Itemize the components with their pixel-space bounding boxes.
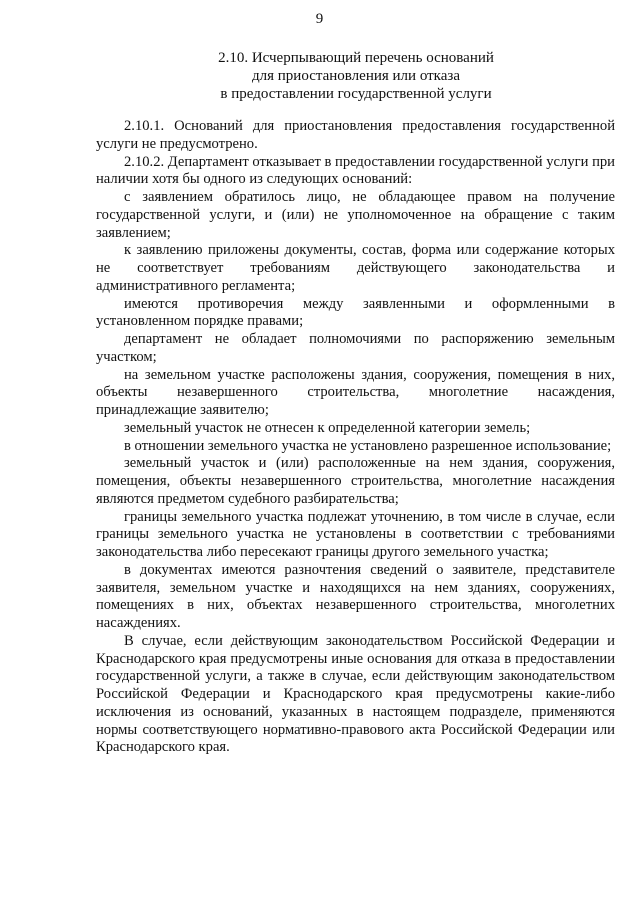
section-title-line: 2.10. Исчерпывающий перечень оснований	[218, 50, 494, 66]
list-item: в документах имеются разночтения сведений о заявителе, представителе заявителя, земельном участке и находящихся на нем зданиях, сооружениях, помещениях в них, объектах незавершенного строительства, многолетних насаждениях.	[96, 561, 615, 631]
list-item: имеются противоречия между заявленными и оформленными в установленном порядке правами;	[96, 295, 615, 330]
list-item: к заявлению приложены документы, состав, форма или содержание которых не соответствует требованиям действующего законодательства и административного регламента;	[96, 242, 615, 294]
section-title-line: для приостановления или отказа	[252, 68, 460, 84]
paragraph-2-10-1: 2.10.1. Оснований для приостановления предоставления государственной услуги не предусмотрено.	[96, 118, 615, 152]
list-item: департамент не обладает полномочиями по распоряжению земельным участком;	[96, 331, 615, 365]
page-number: 9	[315, 11, 324, 27]
list-item: на земельном участке расположены здания, сооружения, помещения в них, объекты незавершенного строительства, многолетние насаждения, принадлежащие заявителю;	[96, 366, 615, 418]
closing-paragraph: В случае, если действующим законодательством Российской Федерации и Краснодарского края предусмотрены иные основания для отказа в предоставлении государственной услуги, а также в случае, если действующим законодательством Российской Федерации и Краснодарского края предусмотрены какие-либо исключения из оснований, указанных в настоящем подразделе, применяются нормы соответствующего нормативно-правового акта Российской Федерации или Краснодарского края.	[96, 632, 615, 756]
list-item: земельный участок и (или) расположенные на нем здания, сооружения, помещения, объекты незавершенного строительства, многолетние насаждения являются предметом судебного разбирательства;	[96, 455, 615, 507]
list-item: с заявлением обратилось лицо, не обладающее правом на получение государственной услуги, и (или) не уполномоченное на обращение с таким заявлением;	[96, 189, 615, 241]
list-item: земельный участок не отнесен к определенной категории земель;	[124, 419, 531, 436]
section-title-line: в предоставлении государственной услуги	[220, 86, 492, 102]
list-item: в отношении земельного участка не установлено разрешенное использование;	[124, 437, 612, 454]
list-item: границы земельного участка подлежат уточнению, в том числе в случае, если границы земельного участка не установлены в соответствии с требованиями законодательства либо пересекают границы другого земельного участка;	[96, 508, 615, 560]
body-text	[96, 118, 615, 757]
paragraph-2-10-2: 2.10.2. Департамент отказывает в предоставлении государственной услуги при наличии хотя бы одного из следующих оснований:	[96, 153, 615, 188]
section-title	[96, 49, 616, 103]
